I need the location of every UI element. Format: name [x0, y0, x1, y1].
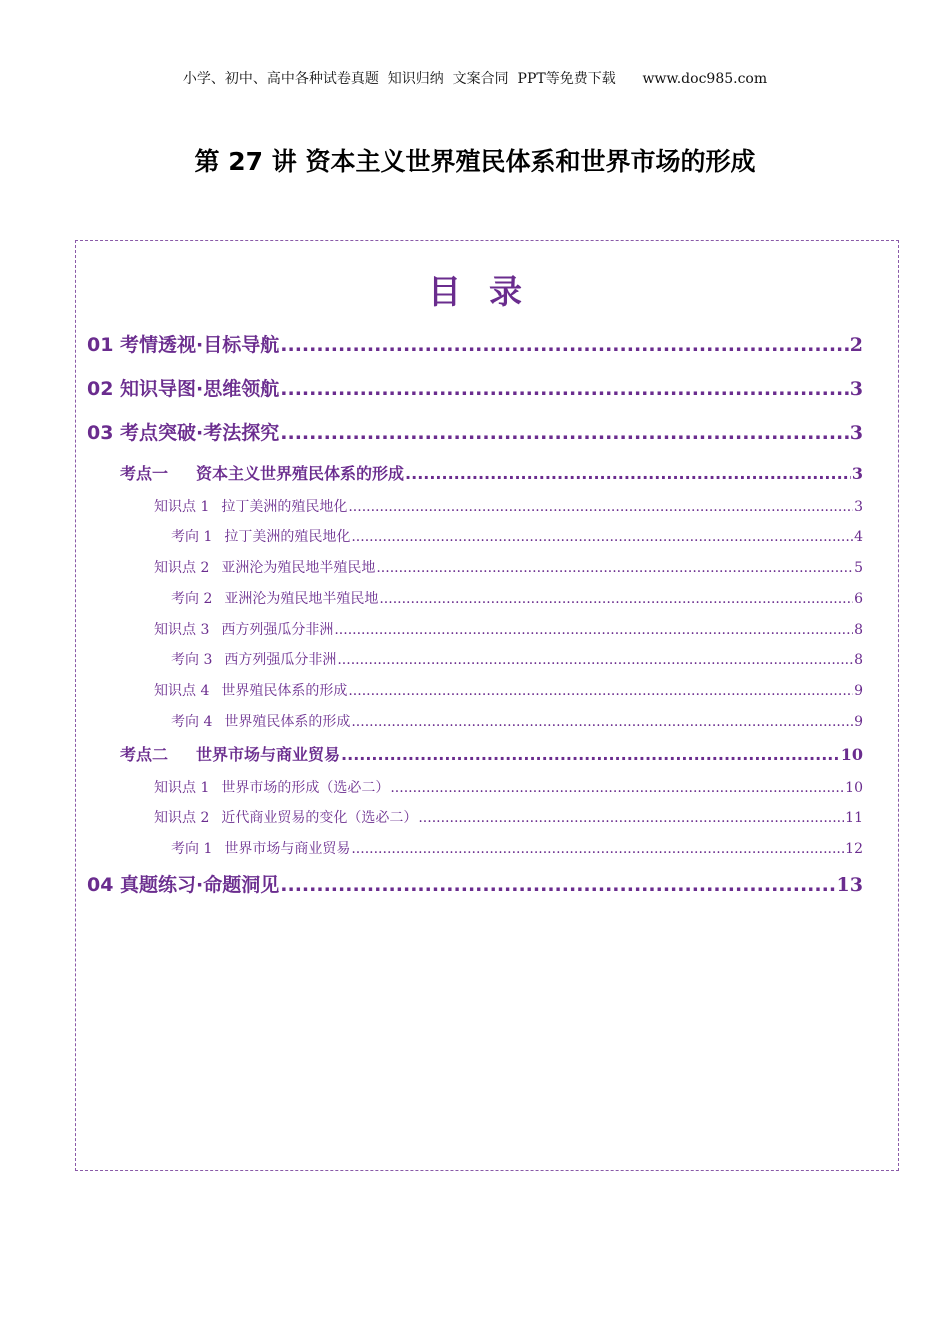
toc-item[interactable]: [154, 777, 863, 797]
toc-item[interactable]: [171, 838, 863, 858]
toc-page-number: 8: [854, 652, 863, 668]
toc-item-title: 拉丁美洲的殖民地化: [221, 499, 348, 515]
toc-item-title: 世界市场与商业贸易: [224, 841, 351, 857]
toc-item[interactable]: [171, 711, 863, 731]
toc-section-label: 01 考情透视·目标导航: [87, 334, 280, 356]
toc-page-number: 10: [840, 745, 863, 764]
toc-page-number: 12: [845, 841, 863, 857]
toc-page-number: 9: [854, 714, 863, 730]
toc-item-number: 知识点 1: [154, 780, 210, 796]
toc-item-number: 知识点 2: [154, 560, 210, 576]
toc-page-number: 3: [854, 499, 863, 515]
toc-item-number: 知识点 1: [154, 499, 210, 515]
toc-section-label: 04 真题练习·命题洞见: [87, 874, 280, 896]
toc-page-number: 9: [854, 683, 863, 699]
toc-item-number: 考向 1: [171, 529, 213, 545]
toc-section-label: 03 考点突破·考法探究: [87, 422, 280, 444]
toc-kaodian-title: 世界市场与商业贸易: [196, 745, 341, 764]
toc-kaodian-title: 资本主义世界殖民体系的形成: [196, 464, 405, 483]
toc-leader-dots: [341, 745, 840, 764]
toc-page-number: 3: [851, 464, 863, 483]
toc-leader-dots: [376, 560, 853, 576]
toc-item-number: 知识点 3: [154, 622, 210, 638]
toc-page-number: 13: [836, 874, 863, 896]
toc-item-number: 知识点 4: [154, 683, 210, 699]
toc-leader-dots: [280, 422, 848, 444]
toc-page-number: 4: [854, 529, 863, 545]
toc-section-label: 02 知识导图·思维领航: [87, 378, 280, 400]
toc-item[interactable]: [171, 526, 863, 546]
toc-page-number: 6: [854, 591, 863, 607]
toc-item[interactable]: [154, 680, 863, 700]
toc-item-number: 考向 1: [171, 841, 213, 857]
toc-item-number: 考向 2: [171, 591, 213, 607]
toc-section-02[interactable]: [87, 374, 863, 401]
toc-kaodian-number: 考点二: [120, 745, 169, 764]
toc-leader-dots: [390, 780, 844, 796]
toc-heading: 目录: [428, 272, 550, 311]
toc-leader-dots: [351, 529, 853, 545]
toc-item-title: 亚洲沦为殖民地半殖民地: [224, 591, 379, 607]
toc-page-number: 11: [845, 810, 863, 826]
toc-leader-dots: [379, 591, 853, 607]
toc-kaodian-1[interactable]: [120, 461, 863, 484]
toc-page-number: 2: [849, 334, 863, 356]
toc-item[interactable]: [154, 619, 863, 639]
toc-section-03[interactable]: [87, 418, 863, 445]
toc-leader-dots: [280, 874, 835, 896]
toc-page-number: 10: [845, 780, 863, 796]
toc-leader-dots: [337, 652, 853, 668]
toc-section-01[interactable]: [87, 330, 863, 357]
toc-section-04[interactable]: [87, 870, 863, 897]
toc-item-number: 考向 3: [171, 652, 213, 668]
toc-item-title: 世界市场的形成（选必二）: [221, 780, 390, 796]
toc-item-title: 近代商业贸易的变化（选必二）: [221, 810, 418, 826]
toc-item-title: 世界殖民体系的形成: [221, 683, 348, 699]
toc-item[interactable]: [154, 807, 863, 827]
toc-item-title: 世界殖民体系的形成: [224, 714, 351, 730]
toc-item-number: 考向 4: [171, 714, 213, 730]
document-title: 第 27 讲 资本主义世界殖民体系和世界市场的形成: [194, 147, 756, 176]
toc-leader-dots: [351, 841, 844, 857]
toc-kaodian-number: 考点一: [120, 464, 169, 483]
toc-page-number: 5: [854, 560, 863, 576]
toc-item-title: 拉丁美洲的殖民地化: [224, 529, 351, 545]
toc-leader-dots: [280, 334, 848, 356]
toc-page-number: 3: [849, 378, 863, 400]
toc-leader-dots: [334, 622, 853, 638]
toc-leader-dots: [418, 810, 844, 826]
toc-leader-dots: [405, 464, 851, 483]
site-header-banner: 小学、初中、高中各种试卷真题 知识归纳 文案合同 PPT等免费下载 www.doc985.com: [182, 71, 768, 87]
toc-leader-dots: [348, 499, 853, 515]
toc-item-title: 西方列强瓜分非洲: [221, 622, 334, 638]
toc-page-number: 8: [854, 622, 863, 638]
toc-kaodian-label: [120, 742, 340, 765]
toc-kaodian-2[interactable]: [120, 742, 863, 765]
toc-item-title: 西方列强瓜分非洲: [224, 652, 337, 668]
toc-leader-dots: [348, 683, 853, 699]
toc-leader-dots: [280, 378, 848, 400]
toc-item[interactable]: [171, 649, 863, 669]
toc-item[interactable]: [154, 496, 863, 516]
toc-page-number: 3: [849, 422, 863, 444]
toc-item[interactable]: [171, 588, 863, 608]
toc-item[interactable]: [154, 557, 863, 577]
toc-item-number: 知识点 2: [154, 810, 210, 826]
toc-kaodian-label: [120, 461, 404, 484]
toc-item-title: 亚洲沦为殖民地半殖民地: [221, 560, 376, 576]
toc-leader-dots: [351, 714, 853, 730]
